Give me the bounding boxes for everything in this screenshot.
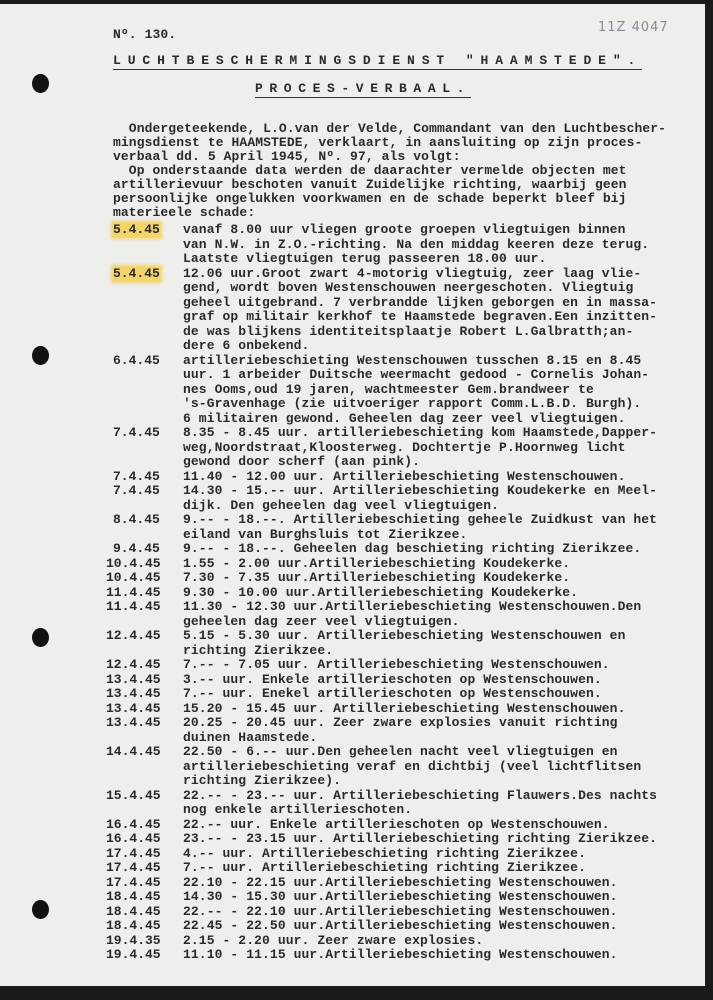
- entry-text: duinen Haamstede.: [183, 729, 318, 745]
- document-number: Nº. 130.: [113, 27, 177, 42]
- entry-date: 18.4.45: [106, 889, 161, 904]
- document-subtitle: PROCES-VERBAAL.: [255, 81, 472, 96]
- intro-line: mingsdienst te HAAMSTEDE, verklaart, in aansluiting op zijn proces-: [113, 135, 643, 150]
- entry-date: 11.4.45: [106, 584, 161, 600]
- document-title: LUCHTBESCHERMINGSDIENST "HAAMSTEDE".: [113, 53, 643, 68]
- entry-text: gewond door scherf (aan pink).: [183, 454, 421, 469]
- entry-text: 9.-- - 18.--. Artilleriebeschieting geheele Zuidkust van het: [183, 512, 658, 527]
- entry-date: 12.4.45: [106, 657, 161, 672]
- intro-line: artillerievuur beschoten vanuit Zuidelijke richting, waarbij geen: [113, 177, 627, 192]
- entry-date: 13.4.45: [106, 686, 161, 701]
- entry-text: eiland van Burghsluis tot Zierikzee.: [183, 526, 468, 542]
- entry-text: de was blijkens identiteitsplaatje Robert L.Galbratth;an-: [183, 323, 634, 339]
- entry-text: 11.10 - 11.15 uur.Artilleriebeschieting Westenschouwen.: [183, 947, 618, 962]
- intro-line: verbaal dd. 5 April 1945, Nº. 97, als volgt:: [113, 149, 461, 164]
- entry-date: 5.4.45: [113, 222, 160, 237]
- entry-date: 19.4.45: [106, 947, 161, 962]
- entry-date: 13.4.45: [106, 715, 161, 730]
- entry-text: artilleriebeschieting Westenschouwen tusschen 8.15 en 8.45: [183, 352, 642, 368]
- entry-date: 16.4.45: [106, 816, 161, 832]
- punch-hole: [32, 628, 49, 647]
- entry-text: 11.40 - 12.00 uur. Artilleriebeschieting Westenschouwen.: [183, 468, 626, 484]
- entry-date: 19.4.35: [106, 932, 161, 948]
- entry-text: 22.10 - 22.15 uur.Artilleriebeschieting Westenschouwen.: [183, 874, 618, 890]
- entry-date: 12.4.45: [106, 628, 161, 643]
- entry-text: 's-Gravenhage (zie uitvoeriger rapport Comm.L.B.D. Burgh).: [183, 396, 642, 411]
- entry-text: van N.W. in Z.O.-richting. Na den middag keeren deze terug.: [183, 236, 650, 252]
- entry-text: 14.30 - 15.-- uur. Artilleriebeschieting Koudekerke en Meel-: [183, 483, 658, 498]
- entry-text: richting Zierikzee).: [183, 773, 342, 788]
- entry-text: 22.-- uur. Enkele artillerieschoten op Westenschouwen.: [183, 816, 610, 832]
- entry-date: 5.4.45: [113, 265, 160, 281]
- entry-text: uur. 1 arbeider Duitsche weermacht gedood - Cornelis Johan-: [183, 367, 650, 382]
- punch-hole: [32, 74, 49, 93]
- entry-text: 15.20 - 15.45 uur. Artilleriebeschieting Westenschouwen.: [183, 700, 626, 716]
- entry-text: 9.-- - 18.--. Geheelen dag beschieting richting Zierikzee.: [183, 541, 642, 556]
- entry-text: 22.45 - 22.50 uur.Artilleriebeschieting Westenschouwen.: [183, 918, 618, 933]
- entry-date: 8.4.45: [113, 512, 160, 527]
- entry-date: 18.4.45: [106, 903, 161, 919]
- entry-text: 9.30 - 10.00 uur.Artilleriebeschieting Koudekerke.: [183, 584, 579, 600]
- entry-text: graf op militair kerkhof te Haamstede begraven.Een inzitten-: [183, 309, 658, 324]
- entry-text: nog enkele artillerieschoten.: [183, 802, 413, 817]
- entry-text: 22.50 - 6.-- uur.Den geheelen nacht veel vliegtuigen en: [183, 744, 618, 759]
- entry-text: dijk. Den geheelen dag veel vliegtuigen.: [183, 497, 500, 513]
- entry-text: 8.35 - 8.45 uur. artilleriebeschieting kom Haamstede,Dapper-: [183, 425, 658, 440]
- entry-text: artilleriebeschieting veraf en dichtbij (veel lichtflitsen: [183, 758, 642, 774]
- entry-text: 6 militairen gewond. Geheelen dag zeer veel vliegtuigen.: [183, 410, 626, 426]
- entry-date: 10.4.45: [106, 555, 161, 571]
- entry-text: geheel uitgebrand. 7 verbrandde lijken geborgen en in massa-: [183, 294, 658, 310]
- entry-date: 17.4.45: [106, 874, 161, 890]
- entry-text: 2.15 - 2.20 uur. Zeer zware explosies.: [183, 932, 484, 948]
- entry-text: 12.06 uur.Groot zwart 4-motorig vliegtuig, zeer laag vlie-: [183, 265, 642, 281]
- entry-date: 7.4.45: [113, 468, 160, 484]
- entry-text: vanaf 8.00 uur vliegen groote groepen vliegtuigen binnen: [183, 222, 626, 237]
- entry-date: 18.4.45: [106, 918, 161, 933]
- entry-text: richting Zierikzee.: [183, 642, 334, 658]
- entry-text: 22.-- - 22.10 uur.Artilleriebeschieting Westenschouwen.: [183, 903, 618, 919]
- entry-text: 3.-- uur. Enkele artillerieschoten op Westenschouwen.: [183, 671, 602, 687]
- entry-date: 13.4.45: [106, 671, 161, 687]
- entry-date: 11.4.45: [106, 599, 161, 614]
- entry-text: 7.30 - 7.35 uur.Artilleriebeschieting Koudekerke.: [183, 570, 571, 585]
- entry-date: 17.4.45: [106, 845, 161, 861]
- entry-text: 7.-- - 7.05 uur. Artilleriebeschieting Westenschouwen.: [183, 657, 610, 672]
- entry-date: 9.4.45: [113, 541, 160, 556]
- entry-text: 1.55 - 2.00 uur.Artilleriebeschieting Koudekerke.: [183, 555, 571, 571]
- entry-date: 7.4.45: [113, 483, 160, 498]
- entry-date: 15.4.45: [106, 787, 161, 803]
- entry-text: 20.25 - 20.45 uur. Zeer zware explosies vanuit richting: [183, 715, 618, 730]
- entry-date: 17.4.45: [106, 860, 161, 875]
- entry-date: 10.4.45: [106, 570, 161, 585]
- entry-text: weg,Noordstraat,Kloosterweg. Dochtertje P.Hoornweg licht: [183, 439, 626, 455]
- punch-hole: [32, 900, 49, 919]
- intro-line: Ondergeteekende, L.O.van der Velde, Commandant van den Luchtbescher-: [113, 121, 667, 136]
- entry-text: dere 6 onbekend.: [183, 338, 310, 353]
- entry-text: nes Ooms,oud 19 jaren, wachtmeester Gem.brandweer te: [183, 381, 594, 397]
- entry-text: 11.30 - 12.30 uur.Artilleriebeschieting Westenschouwen.Den: [183, 599, 642, 614]
- intro-line: persoonlijke ongelukken voorkwamen en de schade beperkt bleef bij: [113, 191, 627, 206]
- punch-hole: [32, 346, 49, 365]
- entry-text: 5.15 - 5.30 uur. Artilleriebeschieting Westenschouwen en: [183, 628, 626, 643]
- entry-text: 14.30 - 15.30 uur.Artilleriebeschieting Westenschouwen.: [183, 889, 618, 904]
- entry-text: Laatste vliegtuigen terug passeeren 18.00 uur.: [183, 251, 547, 266]
- handwritten-reference: 11Z 4047: [598, 20, 669, 35]
- entry-text: 4.-- uur. Artilleriebeschieting richting Zierikzee.: [183, 845, 586, 861]
- entry-date: 6.4.45: [113, 352, 160, 368]
- intro-line: Op onderstaande data werden de daarachter vermelde objecten met: [113, 163, 627, 178]
- entry-text: 7.-- uur. Artilleriebeschieting richting Zierikzee.: [183, 860, 586, 875]
- entry-date: 13.4.45: [106, 700, 161, 716]
- entry-text: 7.-- uur. Enekel artillerieschoten op Westenschouwen.: [183, 686, 602, 701]
- document-page: [0, 4, 705, 986]
- entry-text: geheelen dag zeer veel vliegtuigen.: [183, 613, 460, 629]
- entry-text: 23.-- - 23.15 uur. Artilleriebeschieting richting Zierikzee.: [183, 831, 658, 846]
- entry-date: 7.4.45: [113, 425, 160, 440]
- entry-date: 16.4.45: [106, 831, 161, 846]
- intro-line: materieele schade:: [113, 205, 256, 220]
- entry-text: 22.-- - 23.-- uur. Artilleriebeschieting Flauwers.Des nachts: [183, 787, 658, 803]
- entry-date: 14.4.45: [106, 744, 161, 759]
- entry-text: gend, wordt boven Westenschouwen neergeschoten. Vliegtuig: [183, 280, 634, 295]
